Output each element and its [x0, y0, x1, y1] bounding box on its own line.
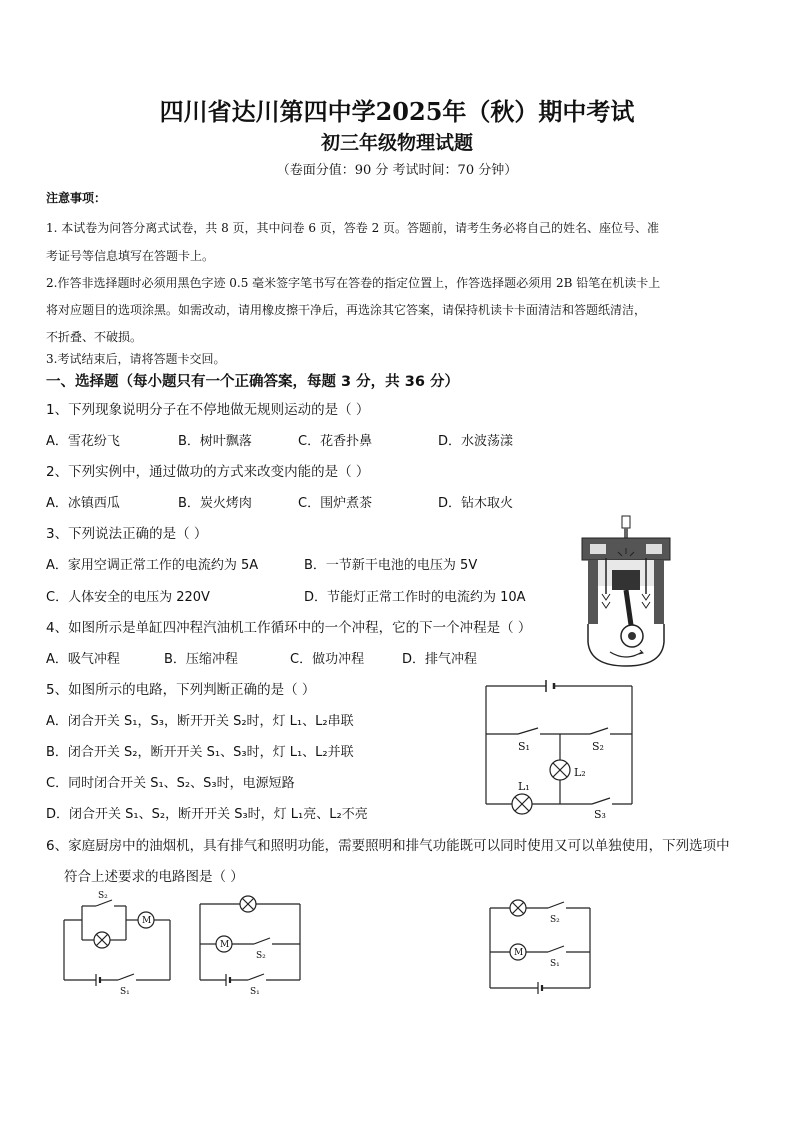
q4-option-a: A．吸气冲程 [46, 652, 120, 667]
question-4-stem: 4、如图所示是单缸四冲程汽油机工作循环中的一个冲程，它的下一个冲程是（ ） [46, 620, 532, 636]
notes-line: 1. 本试卷为问答分离式试卷，共 8 页，其中问卷 6 页，答卷 2 页。答题前，请考生务必将自己的姓名、座位号、准 [46, 221, 660, 235]
q1-option-c: C．花香扑鼻 [298, 434, 373, 449]
motor-label: M [142, 916, 152, 926]
q2-option-b: B．炭火烤肉 [178, 496, 252, 511]
notes-line: 将对应题目的选项涂黑。如需改动，请用橡皮擦干净后，再选涂其它答案，请保持机读卡卡面清洁和答题纸清洁， [46, 303, 647, 317]
q2-option-c: C．围炉煮茶 [298, 496, 373, 511]
notes-line: 不折叠、不破损。 [46, 330, 143, 344]
q3-option-b: B．一节新干电池的电压为 5V [304, 558, 478, 573]
q2-option-a: A．冰镇西瓜 [46, 496, 120, 511]
q5-option-d: D．闭合开关 S₁、S₂，断开开关 S₃时，灯 L₁亮、L₂不亮 [46, 807, 368, 822]
q3-option-a: A．家用空调正常工作的电流约为 5A [46, 558, 259, 573]
q1-option-a: A．雪花纷飞 [46, 434, 120, 449]
q4-option-b: B．压缩冲程 [164, 652, 238, 667]
label-s2: S₂ [592, 740, 604, 753]
q4-option-d: D．排气冲程 [402, 652, 478, 667]
label-s1: S₁ [250, 987, 260, 997]
q5-option-b: B．闭合开关 S₂，断开开关 S₁、S₃时，灯 L₁、L₂并联 [46, 745, 354, 760]
notes-line: 2.作答非选择题时必须用黑色字迹 0.5 毫米签字笔书写在答卷的指定位置上，作答选择题必须用 2B 铅笔在机读卡上 [46, 276, 661, 290]
label-s2: S₂ [550, 915, 560, 925]
exam-info: （卷面分值：90 分 考试时间：70 分钟） [276, 163, 518, 178]
notes-line: 3.考试结束后，请将答题卡交回。 [46, 352, 226, 366]
circuit-diagram-q5 [482, 680, 636, 821]
q1-option-b: B．树叶飘落 [178, 434, 252, 449]
q3-option-d: D．节能灯正常工作时的电流约为 10A [304, 590, 526, 605]
label-s3: S₃ [594, 808, 606, 821]
motor-label: M [220, 940, 230, 950]
label-s1: S₁ [550, 959, 560, 969]
label-s1: S₁ [518, 740, 530, 753]
label-s1: S₁ [120, 987, 130, 997]
q2-option-d: D．钻木取火 [438, 496, 514, 511]
question-5-stem: 5、如图所示的电路，下列判断正确的是（ ） [46, 682, 316, 698]
exam-subtitle: 初三年级物理试题 [320, 132, 473, 154]
notes-heading: 注意事项： [46, 191, 107, 205]
engine-cylinder-figure [576, 514, 676, 670]
circuit-diagram-q6-b [196, 890, 306, 998]
notes-line: 考证号等信息填写在答题卡上。 [46, 249, 215, 263]
label-l1: L₁ [518, 780, 530, 793]
label-l2: L₂ [574, 766, 586, 779]
question-3-stem: 3、下列说法正确的是（ ） [46, 526, 208, 542]
question-6-stem: 6、家庭厨房中的油烟机，具有排气和照明功能，需要照明和排气功能既可以同时使用又可以单独使用，下列选项中 [46, 838, 730, 854]
section-heading: 一、选择题（每小题只有一个正确答案，每题 3 分，共 36 分） [46, 374, 459, 390]
q3-option-c: C．人体安全的电压为 220V [46, 590, 210, 605]
question-2-stem: 2、下列实例中，通过做功的方式来改变内能的是（ ） [46, 464, 370, 480]
q5-option-a: A．闭合开关 S₁，S₃，断开开关 S₂时，灯 L₁、L₂串联 [46, 714, 354, 729]
label-s2: S₂ [256, 951, 266, 961]
q5-option-c: C．同时闭合开关 S₁、S₂、S₃时，电源短路 [46, 776, 295, 791]
circuit-diagram-q6-a [60, 890, 180, 996]
exam-title: 四川省达川第四中学2025年（秋）期中考试 [159, 97, 635, 126]
label-s2: S₂ [98, 891, 108, 901]
q4-option-c: C．做功冲程 [290, 652, 365, 667]
circuit-diagram-q6-c [486, 896, 596, 998]
q1-option-d: D．水波荡漾 [438, 434, 514, 449]
motor-label: M [514, 948, 524, 958]
question-6-stem-cont: 符合上述要求的电路图是（ ） [64, 869, 244, 885]
question-1-stem: 1、下列现象说明分子在不停地做无规则运动的是（ ） [46, 402, 370, 418]
